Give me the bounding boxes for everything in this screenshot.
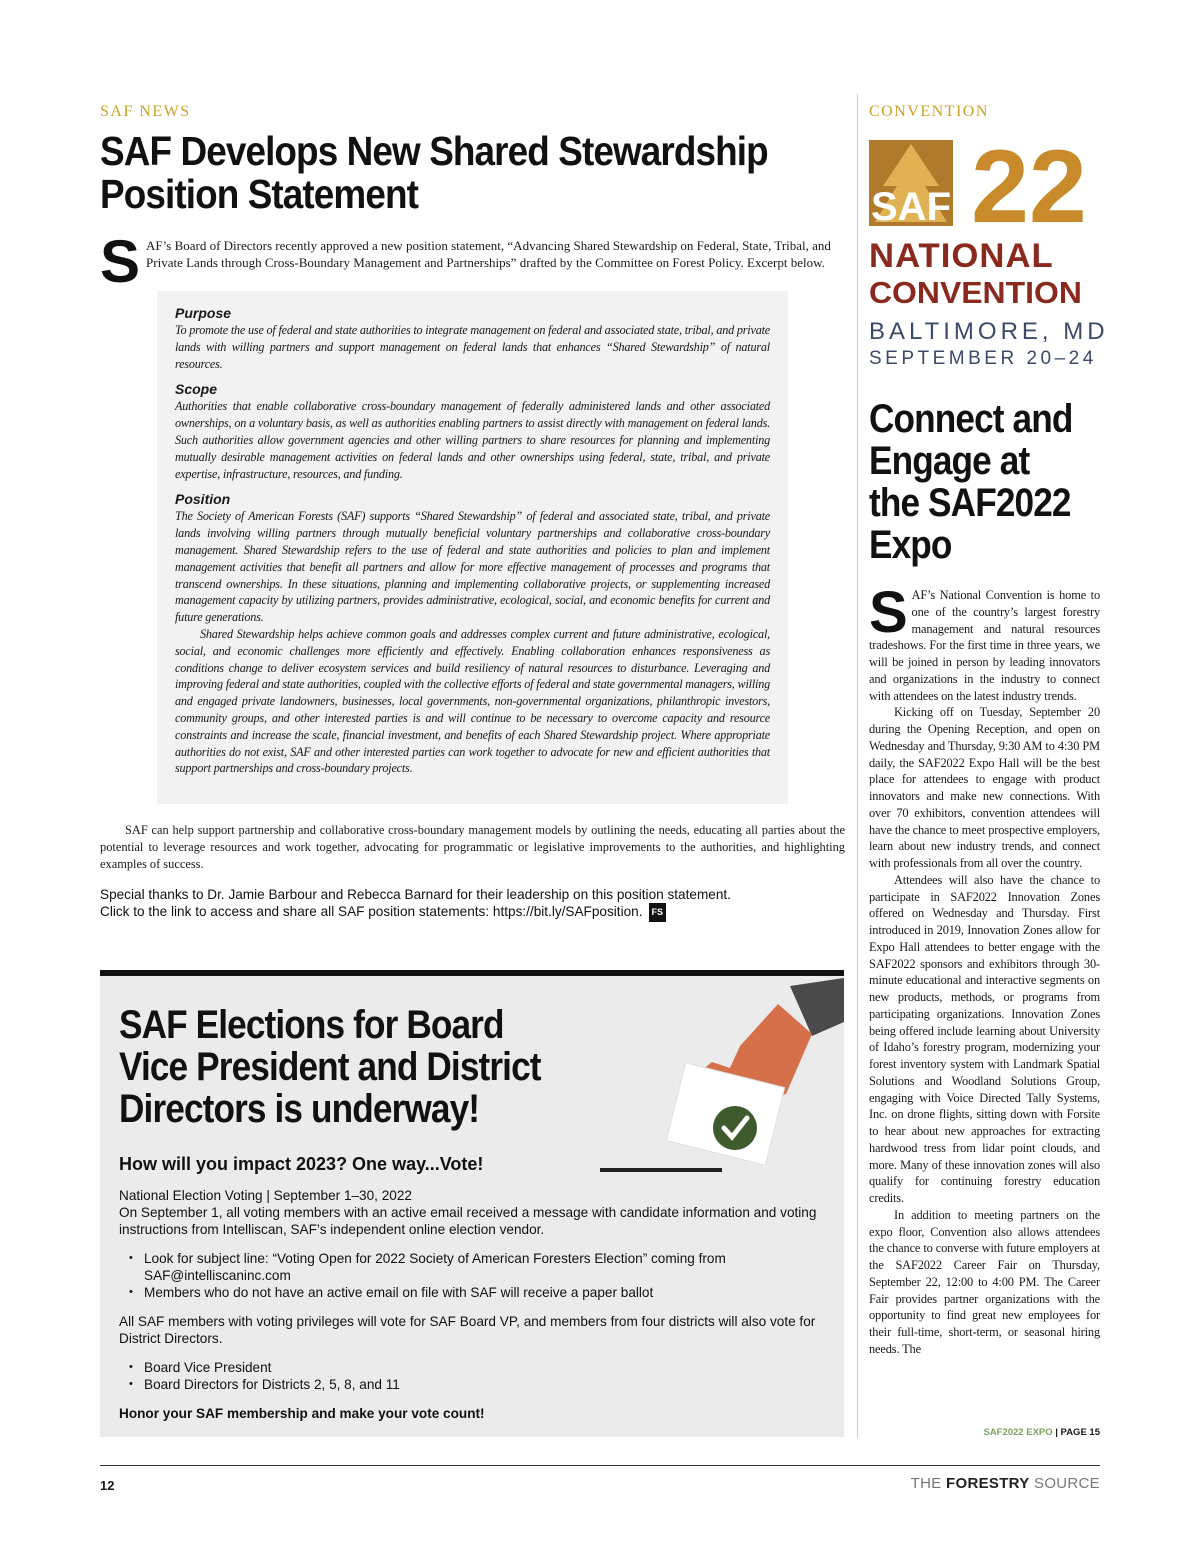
list-item: • Board Vice President (129, 1359, 829, 1376)
article-summary: SAF can help support partnership and collaborative cross-boundary management models by outlining the needs, educating all parties about the potential to leverage resources and work together, advocating for programmatic or legislative improvements to the authorities, and highlighting examples of success. (100, 823, 845, 871)
saf22-convention-logo (869, 140, 1109, 375)
thanks-line: Special thanks to Dr. Jamie Barbour and Rebecca Barnard for their leadership on this position statement. (100, 887, 731, 902)
fs-badge: FS (649, 903, 667, 922)
acknowledgement (100, 886, 845, 922)
mag-forestry: FORESTRY (946, 1475, 1030, 1492)
scope-heading: Scope (175, 381, 218, 398)
election-title: SAF Elections for Board Vice President and District Directors is underway! (119, 1003, 541, 1131)
position-heading: Position (175, 491, 231, 508)
article-intro (100, 228, 845, 295)
continued-on-page[interactable] (869, 1427, 1100, 1438)
expo-paragraph-4: In addition to meeting partners on the expo floor, Convention also allows attendees the chance to converse with future employers at the SAF2022 Career Fair on Thursday, September 22, 12:00 to 4:00 PM. The Career Fair provides partner organizations with the opportunity to find great new employees for their full-time, short-term, or seasonal hiring needs. The (869, 1207, 1100, 1356)
position-text-2: Shared Stewardship helps achieve common goals and addresses complex current and future administrative, ecological, social, and economic challenges more efficiently and effectively. Enabling collaboration enhances responsiveness as conditions change to deliver ecosystem services and build resiliency of natural resources to disturbance. Leveraging and improving federal and state authorities, coupled with the collective efforts of federal and state governmental managers, willing and engaged private landowners, businesses, local governments, non-governmental organizations, philanthropic investors, community groups, and other interested parties is and will continue to be necessary to overcome capacity and resource constraints and increase the scale, financial investment, and benefits of each Shared Stewardship project. Where appropriate authorities do not exist, SAF and other interested parties can work together to advocate for new and efficient authorities that support partnerships and cross-boundary projects. (175, 626, 770, 776)
drop-cap: S (869, 580, 908, 645)
voting-dates: National Election Voting | September 1–30, 2022 (119, 1188, 412, 1203)
logo-saf-text: SAF (871, 185, 951, 226)
position-link-text[interactable]: Click to the link to access and share all SAF position statements: https://bit.ly/SAFposition. (100, 904, 643, 920)
ballot-vote-illustration (590, 976, 844, 1176)
voting-privileges: All SAF members with voting privileges will vote for SAF Board VP, and members from four districts will also vote for District Directors. (119, 1314, 816, 1346)
purpose-text: To promote the use of federal and state authorities to integrate management on federal and associated state, tribal, and private lands with willing partners and support management on federal lands that enhances “Shared Stewardship” of natural resources. (175, 323, 770, 371)
expo-paragraph-3: Attendees will also have the chance to participate in SAF2022 Innovation Zones offered on Wednesday and Thursday. First introduced in 2019, Innovation Zones allow for Expo Hall attendees to better engage with the SAF2022 sponsors and exhibitors through 30-minute educational and interactive segments on new products, methods, or programs from participating organizations. Innovation Zones being offered include learning about University of Idaho’s forestry program, modernizing your forest inventory system with Landmark Spatial Solutions and Woodland Solutions Group, engaging with Voice Directed Tally Systems, Inc. on drone flights, sitting down with Forsite to hear about new approaches for extracting hardwood tress from lidar point clouds, and more. Many of these innovation zones will also qualify for continuing forestry education credits. (869, 872, 1100, 1205)
logo-national: NATIONAL (869, 237, 1054, 275)
logo-year-text: 22 (971, 140, 1087, 226)
intro-text: AF’s Board of Directors recently approved a new position statement, “Advancing Shared Stewardship on Federal, State, Tribal, and Private Lands through Cross-Boundary Management and Partnerships” drafted by the Committee on Forest Policy. Excerpt below. (146, 238, 831, 270)
drop-cap: S (100, 228, 141, 295)
election-subtitle: How will you impact 2023? One way...Vote! (119, 1154, 484, 1174)
mag-the: THE (910, 1475, 947, 1492)
list-item: • Look for subject line: “Voting Open for 2022 Society of American Foresters Election” coming from SAF@intelliscaninc.com (129, 1250, 829, 1284)
magazine-name (911, 1475, 1100, 1492)
article-title: SAF Develops New Shared Stewardship Position Statement (100, 128, 768, 217)
position-statement-excerpt (157, 291, 788, 804)
election-closing: Honor your SAF membership and make your vote count! (119, 1406, 485, 1421)
election-intro: On September 1, all voting members with an active email received a message with candidate information and voting instructions from Intelliscan, SAF’s independent online election vendor. (119, 1205, 817, 1237)
logo-dates: SEPTEMBER 20–24 (869, 348, 1097, 369)
continued-page[interactable]: | PAGE 15 (1052, 1427, 1100, 1438)
check-circle-icon (713, 1106, 757, 1150)
footer-rule (100, 1465, 1100, 1466)
page-number: 12 (100, 1478, 115, 1493)
expo-title: Connect and Engage at the SAF2022 Expo (869, 397, 1073, 567)
position-text-1: The Society of American Forests (SAF) supports “Shared Stewardship” of federal and associated state, tribal, and private lands involving willing partners through mutually beneficial voluntary partnerships and collaborative cross-boundary management. Shared Stewardship refers to the use of federal and state authorities and policies to plan and implement management activities that benefit all partners and allow for more effective management of processes and programs that transcend ownerships. In these situations, planning and implementing collaborative projects, or supplementing increased management capacity by utilizing partners, provides administrative, ecological, social, and economic benefits for current and future generations. (175, 509, 770, 625)
continued-label[interactable]: SAF2022 EXPO (983, 1427, 1053, 1438)
election-details (119, 1187, 829, 1434)
column-divider (857, 94, 858, 1438)
expo-paragraph-2: Kicking off on Tuesday, September 20 during the Opening Reception, and open on Wednesday and Thursday, 9:30 AM to 4:30 PM daily, the SAF2022 Expo Hall will be the best place for attendees to engage with product innovators and make new connections. With over 70 exhibitors, convention attendees will have the chance to meet prospective employers, learn about new industry trends, and connect with professionals from all over the country. (869, 705, 1100, 870)
list-item: • Board Directors for Districts 2, 5, 8, and 11 (129, 1376, 829, 1393)
position-link-line[interactable] (100, 903, 845, 922)
expo-paragraph-1: AF’s National Convention is home to one of the country’s largest forestry management and natural resources tradeshows. For the first time in three years, we will be joined in person by leading innovators and organizations in the industry to connect with attendees on the latest industry trends. (869, 588, 1100, 703)
logo-city: BALTIMORE, MD (869, 318, 1109, 345)
section-kicker-saf-news: SAF NEWS (100, 103, 191, 120)
election-announcement (100, 970, 844, 1437)
purpose-heading: Purpose (175, 305, 232, 321)
email-instructions-list (129, 1250, 829, 1301)
ballot-box-slot (600, 1168, 722, 1172)
expo-article-body (869, 580, 1100, 1358)
section-kicker-convention: CONVENTION (869, 103, 989, 120)
list-item: • Members who do not have an active email on file with SAF will receive a paper ballot (129, 1284, 829, 1301)
scope-text: Authorities that enable collaborative cross-boundary management of federally administered lands and other associated ownerships, on a voluntary basis, as well as authorities enabling partners to assist directly with management on federal lands. Such authorities allow government agencies and other willing partners to share resources for planning and implementing mutually desirable management activities on federal lands and other ownerships using federal, state, tribal, and private expertise, infrastructure, resources, and funding. (175, 399, 770, 481)
logo-convention: CONVENTION (869, 275, 1082, 310)
mag-source: SOURCE (1029, 1475, 1100, 1492)
saf22-logo-mark (869, 140, 1101, 226)
positions-list (129, 1359, 829, 1393)
